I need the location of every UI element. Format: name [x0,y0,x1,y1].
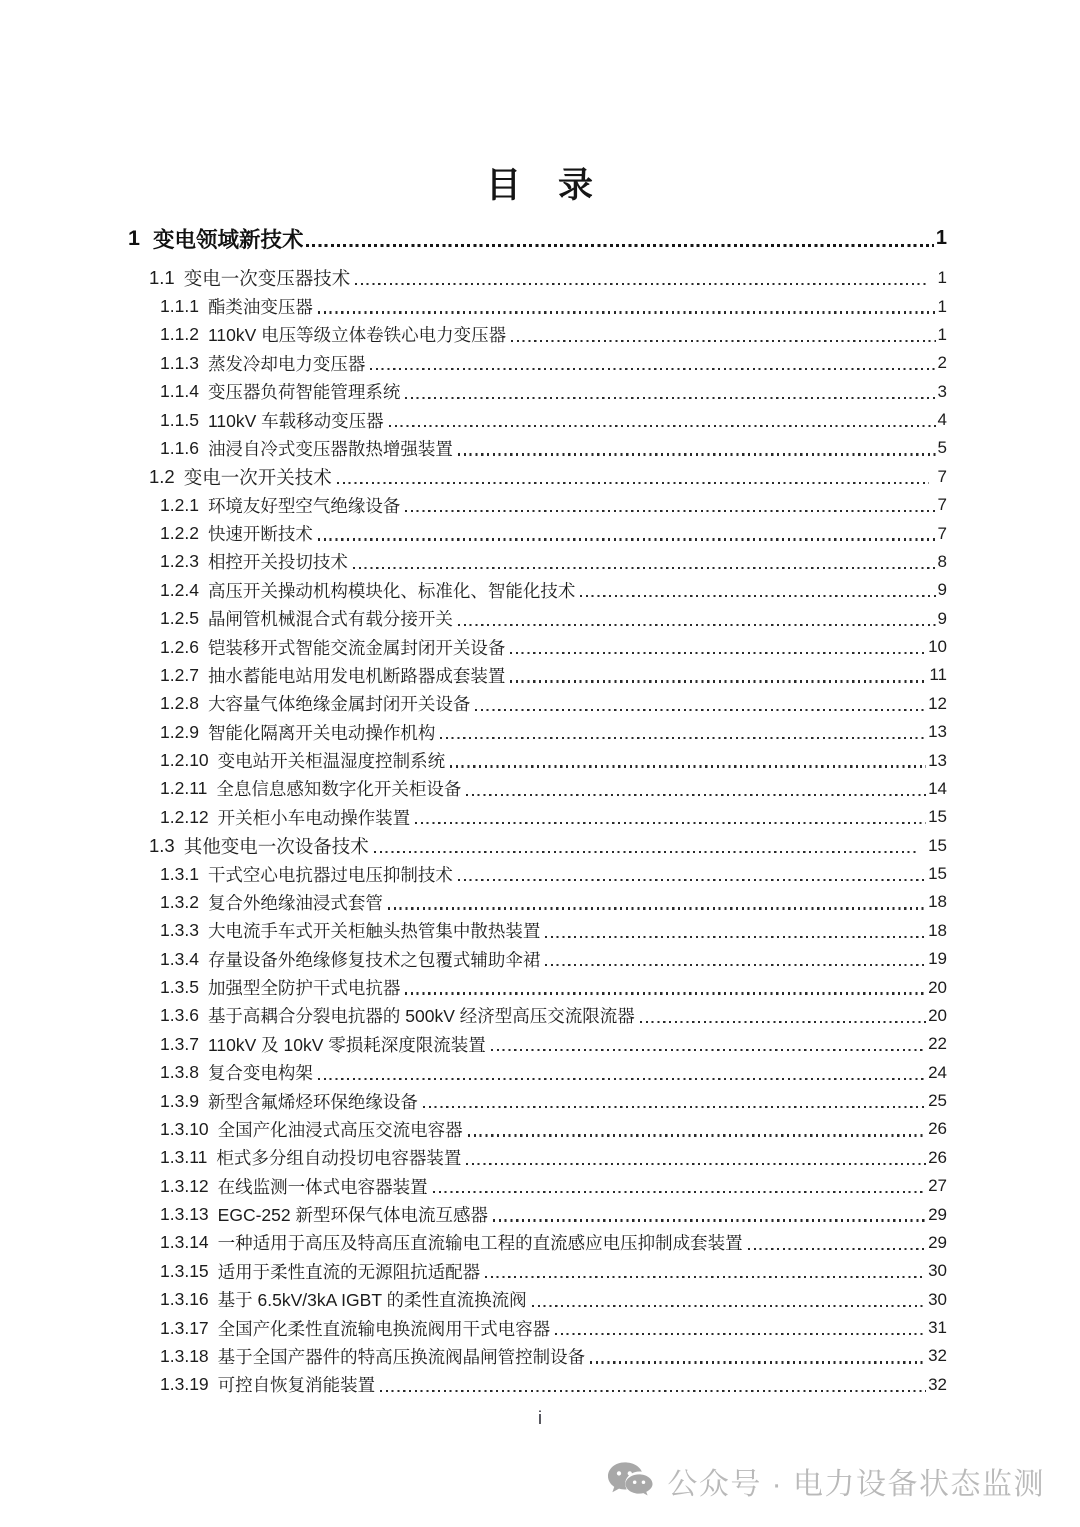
dot-leader [580,595,935,597]
dot-leader [466,794,926,796]
toc-entry-page: 15 [928,807,947,827]
toc-entry-number: 1.2.8 [160,693,199,714]
toc-entry [128,1200,947,1228]
toc-entry [128,860,947,888]
dot-leader [318,311,936,313]
toc-entry [128,1030,947,1058]
toc-entry [128,775,947,803]
toc-entry-title: 复合变电构架 [207,1063,313,1084]
toc-entry [128,1257,947,1285]
wechat-icon [607,1461,654,1501]
toc-entry-number: 1.3.5 [160,977,199,998]
toc-entry [128,633,947,661]
dot-leader [450,765,926,767]
page-title: 目 录 [485,166,594,205]
toc-entry-title: 油浸自冷式变压器散热增强装置 [207,438,453,459]
toc-entry [128,1087,947,1115]
toc-entry-title: 基于 6.5kV/3kA IGBT 的柔性直流换流阀 [217,1290,527,1311]
toc-entry-number: 1.3.14 [160,1232,209,1253]
toc-entry-number: 1.2.4 [160,579,199,600]
dot-leader [640,1021,926,1023]
toc-entry-number: 1.1.5 [160,409,199,430]
toc-entry-page: 11 [929,665,947,685]
toc-entry-page: 13 [928,722,947,742]
toc-entry-number: 1.3.17 [160,1317,209,1338]
toc-entry-page: 20 [928,1005,947,1025]
dot-leader [355,283,928,285]
toc-entry-page: 15 [928,864,947,884]
toc-entry-number: 1.2.1 [160,494,199,515]
dot-leader [485,1276,926,1278]
toc-entry [128,661,947,689]
toc-entry-page: 12 [928,693,947,713]
toc-entry-title: 变电领域新技术 [152,228,304,252]
dot-leader [748,1248,926,1250]
dot-leader [389,425,936,427]
toc-entry-title: 加强型全防护干式电抗器 [207,978,401,999]
toc-entry-title: 复合外绝缘油浸式套管 [207,892,383,913]
toc-entry-page: 2 [937,353,947,373]
toc-entry-title: 基于高耦合分裂电抗器的 500kV 经济型高压交流限流器 [207,1006,635,1027]
toc-entry-number: 1.3.11 [160,1147,208,1168]
toc-entry-title: 蒸发冷却电力变压器 [207,353,366,374]
toc-entry [128,548,947,576]
toc-entry-title: 存量设备外绝缘修复技术之包覆式辅助伞裙 [207,949,541,970]
toc-entry [128,1002,947,1030]
toc-entry [128,832,947,860]
toc-entry-page: 19 [928,949,947,969]
toc-entry-page: 7 [937,466,947,486]
toc-entry-title: 开关柜小车电动操作装置 [217,807,411,828]
toc-entry-title: 智能化隔离开关电动操作机构 [207,722,436,743]
toc-entry [128,264,947,292]
watermark-text: 公众号 · 电力设备状态监测 [667,1468,1045,1501]
toc-entry-page: 7 [937,523,947,543]
toc-entry [128,349,947,377]
toc-entry-number: 1.1.2 [160,324,199,345]
toc-entry-number: 1.3.8 [160,1062,199,1083]
toc-entry-title: 基于全国产器件的特高压换流阀晶闸管控制设备 [217,1346,586,1367]
toc-entry-page: 8 [937,551,947,571]
toc-entry-number: 1.1.1 [160,296,199,317]
toc-entry-title: 其他变电一次设备技术 [183,835,369,857]
toc-entry-page: 10 [928,637,947,657]
toc-entry-title: EGC-252 新型环保气体电流互感器 [217,1205,488,1226]
toc-entry [128,1115,947,1143]
toc-entry-page: 29 [928,1232,947,1252]
dot-leader [370,368,935,370]
toc-entry-title: 变电一次变压器技术 [183,268,351,290]
toc-entry-title: 晶闸管机械混合式有载分接开关 [207,609,453,630]
toc-entry-title: 新型含氟烯烃环保绝缘设备 [207,1091,418,1112]
toc-entry [128,945,947,973]
toc-entry-number: 1.3.12 [160,1175,209,1196]
toc-entry-title: 大容量气体绝缘金属封闭开关设备 [207,694,471,715]
toc-entry-page: 7 [937,495,947,515]
toc-entry-number: 1.3.2 [160,891,199,912]
toc-entry [128,888,947,916]
toc-entry-page: 3 [937,381,947,401]
toc-entry-page: 1 [937,296,947,316]
toc-entry-number: 1.3.15 [160,1260,209,1281]
toc-entry-number: 1.3.13 [160,1204,209,1225]
toc-entry-number: 1.3.6 [160,1005,199,1026]
toc-list [128,219,947,1399]
dot-leader [423,1106,926,1108]
dot-leader [532,1305,927,1307]
toc-entry-page: 18 [928,920,947,940]
dot-leader [475,709,926,711]
toc-entry-page: 30 [928,1289,947,1309]
dot-leader [466,1163,926,1165]
toc-entry-page: 30 [928,1261,947,1281]
toc-entry [128,519,947,547]
toc-entry [128,1144,947,1172]
footer-page-number: i [538,1408,542,1428]
toc-entry [128,321,947,349]
toc-entry-number: 1.3.4 [160,948,199,969]
toc-entry-page: 31 [928,1318,947,1338]
dot-leader [405,510,935,512]
dot-leader [380,1390,926,1392]
toc-entry [128,917,947,945]
toc-entry-page: 1 [937,268,947,288]
toc-entry-title: 柜式多分组自动投切电容器装置 [216,1148,462,1169]
dot-leader [458,624,936,626]
dot-leader [306,244,933,247]
toc-entry-number: 1.3.1 [160,863,199,884]
dot-leader [405,992,926,994]
toc-entry-number: 1.3.9 [160,1090,199,1111]
toc-entry-title: 全国产化油浸式高压交流电容器 [217,1119,463,1140]
toc-entry-page: 26 [928,1147,947,1167]
toc-entry [128,1342,947,1370]
dot-leader [415,822,926,824]
toc-entry-page: 24 [928,1062,947,1082]
toc-entry [128,576,947,604]
toc-entry [128,718,947,746]
toc-entry-title: 全国产化柔性直流输电换流阀用干式电容器 [217,1318,551,1339]
toc-entry-title: 一种适用于高压及特高压直流输电工程的直流感应电压抑制成套装置 [217,1233,743,1254]
toc-entry-title: 110kV 车载移动变压器 [207,410,384,431]
toc-entry-number: 1.2.10 [160,750,209,771]
toc-entry-page: 25 [928,1091,947,1111]
toc-entry [128,434,947,462]
toc-entry-number: 1.2 [149,465,175,487]
toc-entry-title: 变电站开关柜温湿度控制系统 [217,751,446,772]
toc-entry [128,1371,947,1399]
toc-entry-page: 20 [928,977,947,997]
toc-entry-page: 14 [928,778,947,798]
dot-leader [493,1219,926,1221]
dot-leader [511,340,935,342]
toc-entry-page: 9 [937,580,947,600]
toc-entry [128,1059,947,1087]
toc-entry-page: 32 [928,1346,947,1366]
toc-entry-number: 1.1 [149,267,175,289]
toc-entry-number: 1.3.19 [160,1374,209,1395]
toc-entry-number: 1.3.3 [160,920,199,941]
toc-entry [128,1172,947,1200]
dot-leader [458,879,926,881]
dot-leader [374,851,919,853]
toc-entry-title: 干式空心电抗器过电压抑制技术 [207,864,453,885]
toc-entry-page: 27 [928,1176,947,1196]
toc-entry-page: 29 [928,1204,947,1224]
toc-entry [128,463,947,491]
toc-entry-title: 变电一次开关技术 [183,466,332,488]
toc-entry [128,690,947,718]
toc-entry-number: 1.1.6 [160,437,199,458]
dot-leader [491,1049,926,1051]
dot-leader [458,453,936,455]
dot-leader [337,482,929,484]
toc-entry-number: 1.2.3 [160,551,199,572]
toc-entry-page: 18 [928,892,947,912]
toc-entry-number: 1.1.3 [160,352,199,373]
watermark [607,1452,1045,1510]
toc-entry-number: 1.2.11 [160,778,208,799]
toc-entry-number: 1.2.12 [160,806,209,827]
toc-entry-title: 酯类油变压器 [207,297,313,318]
toc-entry-title: 适用于柔性直流的无源阻抗适配器 [217,1261,481,1282]
toc-entry-number: 1.3.10 [160,1118,209,1139]
toc-entry [128,1286,947,1314]
dot-leader [545,964,926,966]
dot-leader [510,680,927,682]
dot-leader [468,1134,926,1136]
toc-entry-page: 22 [928,1034,947,1054]
toc-entry-number: 1.1.4 [160,381,199,402]
toc-entry [128,292,947,320]
dot-leader [318,1078,926,1080]
toc-entry-number: 1.2.7 [160,664,199,685]
toc-entry [128,219,947,258]
toc-entry-page: 26 [928,1119,947,1139]
toc-entry-title: 快速开断技术 [207,524,313,545]
dot-leader [388,907,926,909]
toc-entry-page: 1 [937,324,947,344]
toc-entry [128,378,947,406]
toc-entry-title: 大电流手车式开关柜触头热管集中散热装置 [207,921,541,942]
dot-leader [555,1333,926,1335]
toc-entry-title: 相控开关投切技术 [207,552,348,573]
toc-entry-title: 可控自恢复消能装置 [217,1375,376,1396]
toc-entry-title: 铠装移开式智能交流金属封闭开关设备 [207,637,506,658]
toc-entry-title: 高压开关操动机构模块化、标准化、智能化技术 [207,580,576,601]
toc-entry-title: 110kV 及 10kV 零损耗深度限流装置 [207,1034,486,1055]
dot-leader [545,936,926,938]
toc-entry-title: 全息信息感知数字化开关柜设备 [216,779,462,800]
toc-entry-page: 32 [928,1374,947,1394]
toc-entry [128,1314,947,1342]
toc-entry-number: 1.2.6 [160,636,199,657]
toc-entry [128,1229,947,1257]
dot-leader [433,1191,926,1193]
toc-entry [128,803,947,831]
toc-entry-title: 在线监测一体式电容器装置 [217,1176,428,1197]
toc-entry-page: 9 [937,608,947,628]
toc-entry-number: 1.2.5 [160,608,199,629]
toc-entry [128,491,947,519]
toc-entry-number: 1.3 [149,834,175,856]
toc-entry [128,605,947,633]
toc-entry-number: 1.2.2 [160,523,199,544]
dot-leader [353,567,936,569]
toc-entry-number: 1.3.16 [160,1289,209,1310]
toc-entry-page: 15 [928,835,947,855]
toc-entry-number: 1 [128,226,140,250]
toc-entry-page: 5 [937,438,947,458]
toc-entry-number: 1.3.7 [160,1033,199,1054]
toc-entry-page: 4 [937,410,947,430]
toc-entry [128,746,947,774]
dot-leader [590,1361,926,1363]
toc-entry-title: 变压器负荷智能管理系统 [207,382,401,403]
toc-entry-page: 13 [928,750,947,770]
toc-entry-number: 1.3.18 [160,1345,209,1366]
dot-leader [440,737,926,739]
toc-entry-page: 1 [935,227,947,249]
toc-entry-number: 1.2.9 [160,721,199,742]
toc-entry-title: 抽水蓄能电站用发电机断路器成套装置 [207,665,506,686]
dot-leader [318,538,936,540]
toc-entry [128,973,947,1001]
toc-entry [128,406,947,434]
dot-leader [510,652,926,654]
dot-leader [405,397,935,399]
toc-entry-title: 110kV 电压等级立体卷铁心电力变压器 [207,325,507,346]
toc-entry-title: 环境友好型空气绝缘设备 [207,495,401,516]
